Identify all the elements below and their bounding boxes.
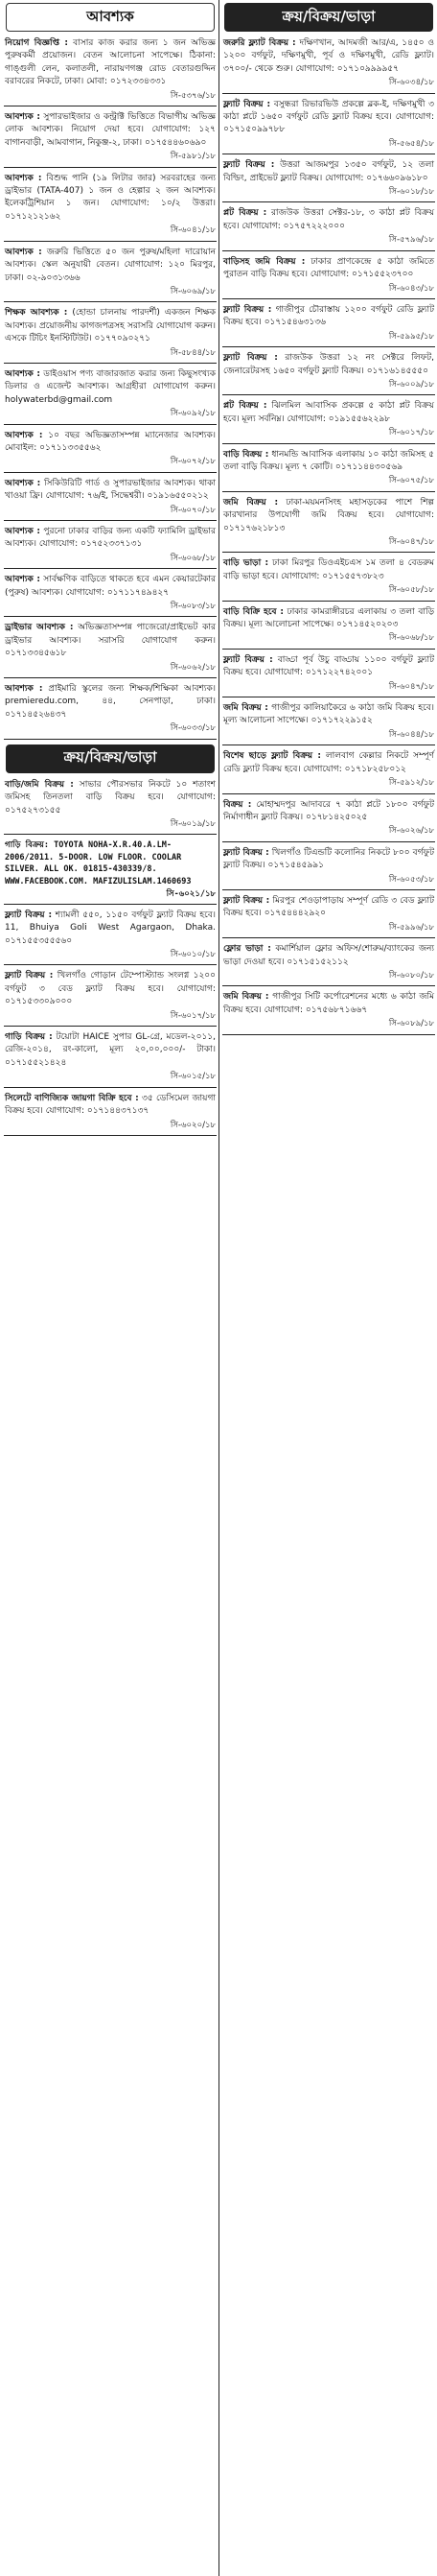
ad-keyword: আবশ্যক : bbox=[5, 684, 43, 695]
trade-ads-list-right bbox=[222, 37, 435, 1035]
ad-separator bbox=[4, 964, 217, 965]
ad-text: ধানমন্ডি আবাসিক এলাকায় ১০ কাঠা জমিসহ ৫ তলা বাড়ি বিক্রয়। মূল্য ৭ কোটি। ০১৭১১৪৪৩০৫৬৯ bbox=[223, 449, 434, 472]
ad-keyword: জমি বিক্রয় : bbox=[223, 497, 279, 508]
ad-separator bbox=[4, 616, 217, 617]
classified-ad bbox=[5, 37, 216, 103]
wanted-ads-list bbox=[4, 37, 217, 740]
ad-reference: সি-৬০৫৮/১৮ bbox=[388, 585, 434, 596]
classified-ad bbox=[223, 304, 434, 343]
classified-ad bbox=[223, 449, 434, 488]
ad-separator bbox=[4, 834, 217, 835]
ad-reference: সি-৬০২৬/১৮ bbox=[388, 826, 434, 837]
ad-keyword: বাড়ি ভাড়া : bbox=[223, 558, 269, 569]
ad-text: বিশুদ্ধ পানি (১৯ লিটার জার) সরবরাহের জন্য ড্রাইভার (TATA-407) ১ জন ও হেল্পার ২ জন আবশ্যক। ইলেকট্রিশিয়ান ১ জন। যোগাযোগ: ১০/২ উত্তরা। ০১৭১২১২১৬২ bbox=[5, 173, 216, 222]
wanted-section-header: আবশ্যক bbox=[6, 3, 215, 32]
ad-text: সার্বক্ষণিক বাড়িতে থাকতে হবে এমন কেয়ারটেকার (পুরুষ) আবশ্যক। যোগাযোগ: ০১৭১১৭৪৯৪২৭ bbox=[5, 575, 216, 598]
ad-text: বাড্ডা পূর্ব উচু বাড্ডায় ১১০০ বর্গফুট ফ্ল্যাট বিক্রয় হবে। যোগাযোগ: ০১৭১২২৭৪২০০১ bbox=[223, 654, 434, 678]
classified-ad bbox=[5, 970, 216, 1023]
ad-text: ঢাকার প্রাণকেন্দ্রে ৫ কাঠা জমিতে পুরাতন বাড়ি বিক্রয় হবে। যোগাযোগ: ০১৭১৫৫২৩৭০০ bbox=[223, 256, 434, 280]
ad-reference: সি-৬০১৭/১৮ bbox=[170, 1010, 216, 1021]
ad-keyword: আবশ্যক : bbox=[5, 368, 40, 379]
classified-ad bbox=[5, 683, 216, 736]
ad-reference: সি-৬০৬২/১৮ bbox=[170, 662, 216, 673]
classified-ad bbox=[223, 256, 434, 295]
ad-separator bbox=[4, 167, 217, 168]
ad-reference: সি-৬০৬৯/১৮ bbox=[170, 286, 216, 296]
classified-ad bbox=[223, 497, 434, 550]
ad-text: ডাইওয়াস পণ্য বাজারজাত করার জন্য কিছুসংখ্যক ডিলার ও এজেন্ট আবশ্যক। আগ্রহীরা যোগাযোগ করুন। holywaterbd@gmail.com bbox=[5, 368, 216, 405]
ad-text: টয়োটা HAICE সুপার GL-গ্রে, মডেল-২০১১, রেজি-২০১৪, রং-কালো, মূল্য ২০,০০,০০০/- টাকা। ০১৭১৫৫২১৪২৪ bbox=[5, 1032, 216, 1068]
ad-keyword: জমি বিক্রয় : bbox=[223, 703, 268, 714]
classified-ad bbox=[5, 1031, 216, 1084]
ad-keyword: ফ্ল্যাট বিক্রয় : bbox=[223, 895, 270, 906]
ad-text: সাভার পৌরসভার নিকটে ১০ শতাংশ জমিসহ তিনতলা বাড়ি বিক্রয় হবে। যোগাযোগ: ০১৭৫২৭৩১৫৫ bbox=[5, 779, 216, 815]
ad-text: সুপারভাইজার ও কন্ট্রাক্ট ভিত্তিতে বিভাগীয় অভিজ্ঞ লোক আবশ্যক। নিয়োগ দেয়া হবে। যোগাযোগ: ১২৭ বাগানবাড়ী, আমবাগান, নিকুঞ্জ-২, ঢাকা। ০১৭৫৪৪৬০৬৯০ bbox=[5, 112, 216, 148]
ad-reference: সি-৬০৩৩/১৮ bbox=[170, 723, 216, 734]
ad-separator bbox=[222, 201, 435, 202]
ad-separator bbox=[222, 649, 435, 650]
classified-ad bbox=[223, 750, 434, 790]
ad-text: ১০ বছর অভিজ্ঞতাসম্পন্ন ম্যানেজার আবশ্যক। মোবাইল: ০১৭১১৩৩৫৫৬২ bbox=[5, 430, 216, 453]
ad-separator bbox=[4, 568, 217, 569]
ad-reference: সি-৬০১৭/১৮ bbox=[388, 428, 434, 438]
ad-text: গাজীপুর কালিয়াকৈরে ৬ কাঠা জমি বিক্রয় হবে। মূল্য আলোচনা সাপেক্ষে। ০১৭১৭২২৯১৫২ bbox=[223, 703, 434, 726]
ad-text: মিরপুর শেওড়াপাড়ায় সম্পূর্ণ রেডি ৩ বেড ফ্ল্যাট বিক্রয় হবে। ০১৭৫৪৪৪২৯২০ bbox=[223, 895, 434, 919]
ad-reference: সি-৬০১০/১৮ bbox=[170, 950, 216, 960]
ad-text: বসুন্ধরা রিভারভিউ প্রকল্পে ব্লক-ই, দক্ষিণমুখী ৩ কাঠা প্লটে ১৬৫০ বর্গফুট রেডি ফ্ল্যাট বিক্রয় হবে। যোগাযোগ: ০১৭১৫০৯৯৭৮৮ bbox=[223, 99, 434, 135]
ad-text: জরুরি ভিত্তিতে ৫০ জন পুরুষ/মহিলা দারোয়ান আবশ্যক। স্কেল অনুযায়ী বেতন। যোগাযোগ: ১২০ মিরপুর, ঢাকা। ০২-৯০৩১৩৬৬ bbox=[5, 247, 216, 283]
classified-ad bbox=[223, 702, 434, 742]
ad-text: রাজউক উত্তরা ১২ নং সেক্টরে লিফট, জেনারেটরসহ ১৬৫০ বর্গফুট ফ্ল্যাট বিক্রয়। ০১৭১৬১৪৫৫৫০ bbox=[223, 353, 434, 376]
ad-separator bbox=[222, 889, 435, 890]
classified-ad bbox=[223, 400, 434, 439]
classified-ad bbox=[223, 654, 434, 694]
ad-reference: সি-৬০৪১/১৮ bbox=[170, 225, 216, 236]
classified-ad bbox=[5, 574, 216, 613]
ad-reference: সি-৬০১৮/১৮ bbox=[388, 187, 434, 198]
ad-keyword: আবশ্যক : bbox=[5, 575, 40, 585]
ad-keyword: প্লট বিক্রয় : bbox=[223, 208, 267, 219]
classified-ad bbox=[223, 99, 434, 152]
ad-text: গাজীপুর সিটি কর্পোরেশনের মধ্যে ৬ কাঠা জমি বিক্রয় হবে। যোগাযোগ: ০১৭৫৬৮৭১৬৬৭ bbox=[223, 992, 434, 1015]
ad-separator bbox=[4, 1026, 217, 1027]
ad-separator bbox=[222, 841, 435, 842]
ad-reference: সি-৫৯১২/১৮ bbox=[388, 778, 434, 789]
ad-text: অভিজ্ঞতাসম্পন্ন পাজেরো/প্রাইভেট কার ড্রাইভার আবশ্যক। সরাসরি যোগাযোগ করুন। ০১৭১৩৩৪৫৬১৮ bbox=[5, 623, 216, 659]
classified-ad bbox=[5, 173, 216, 238]
classified-ad bbox=[5, 1093, 216, 1132]
ad-reference: সি-৬০৬৮/১৮ bbox=[388, 633, 434, 644]
ad-keyword: ড্রাইভার আবশ্যক : bbox=[5, 623, 74, 633]
ad-text: (হোন্ডা চালনায় পারদর্শী) একজন শিক্ষক আবশ্যক। প্রয়োজনীয় কাগজপত্রসহ সরাসরি যোগাযোগ করুন। এসকে টিচিং ইনস্টিটিউট। ০১৭৭০৯০২৭১ bbox=[5, 308, 216, 344]
ad-separator bbox=[4, 472, 217, 473]
ad-keyword: আবশ্যক : bbox=[5, 478, 41, 488]
ad-separator bbox=[222, 394, 435, 395]
ad-separator bbox=[222, 1034, 435, 1035]
ad-separator bbox=[222, 93, 435, 94]
trade-section-header-right: ক্রয়/বিক্রয়/ভাড়া bbox=[224, 3, 433, 32]
ad-separator bbox=[222, 552, 435, 553]
ad-separator bbox=[4, 363, 217, 364]
ad-reference: সি-৬০৮০/১৮ bbox=[388, 970, 434, 981]
ad-reference: সি-৬০৬৮/১৮ bbox=[170, 553, 216, 563]
ad-text: খিলগাঁও টিএন্ডটি কলোনির নিকটে ৮০০ বর্গফুট ফ্ল্যাট বিক্রয়। ০১৭১৫৪৫৯৯১ bbox=[223, 847, 434, 871]
ad-separator bbox=[222, 601, 435, 602]
ad-reference: সি-৬০২০/১৮ bbox=[170, 1120, 216, 1130]
ad-keyword: ফ্ল্যাট বিক্রয় : bbox=[223, 304, 272, 315]
ad-separator bbox=[4, 1087, 217, 1088]
ad-separator bbox=[4, 1135, 217, 1136]
classified-ad bbox=[223, 799, 434, 839]
ad-reference: সি-৬০৪৪/১৮ bbox=[388, 729, 434, 740]
ad-keyword: আবশ্যক : bbox=[5, 247, 42, 257]
classified-ad bbox=[223, 606, 434, 646]
ad-keyword: প্লট বিক্রয় : bbox=[223, 401, 267, 412]
ad-keyword: শিক্ষক আবশ্যক : bbox=[5, 308, 68, 319]
classified-ad bbox=[5, 478, 216, 517]
ad-reference: সি-৫৭৯৬/১৮ bbox=[388, 235, 434, 246]
ad-keyword: জমি বিক্রয় : bbox=[223, 992, 269, 1003]
ad-reference: সি-৬০৭০/১৮ bbox=[170, 505, 216, 515]
ad-text: শ্যামলী ৫৫০, ১১৫০ বর্গফুট ফ্ল্যাট বিক্রয় হবে। 11, Bhuiya Goli West Agargaon, Dhaka. ০১৭১৫৫৩৫৫৫৬০ bbox=[5, 910, 216, 946]
ad-reference: সি-৫৯৮১/১৮ bbox=[170, 152, 216, 162]
ad-reference: সি-৬০৭৫/১৮ bbox=[388, 476, 434, 486]
ad-text: খিলগাঁও গোড়ান টেম্পোস্ট্যান্ড সংলগ্ন ১২০০ বর্গফুট ৩ বেড ফ্ল্যাট বিক্রয় হবে। যোগাযোগ: ০১৭১৫৩৩০৯০০০ bbox=[5, 971, 217, 1007]
ad-separator bbox=[4, 520, 217, 521]
classified-ad bbox=[5, 111, 216, 164]
classified-ad bbox=[223, 991, 434, 1030]
ad-reference: সি-৬০০৯/১৮ bbox=[388, 379, 434, 390]
ad-keyword: বাড়ি/জমি বিক্রয় : bbox=[5, 779, 74, 790]
ad-separator bbox=[222, 985, 435, 986]
ad-text: ঝিলমিল আবাসিক প্রকল্পে ৫ কাঠা প্লট বিক্রয় হবে। মূল্য সর্বনিম্ন। যোগাযোগ: ০১৯১৫৫৬২২৯৮ bbox=[223, 401, 434, 424]
ad-text: বাসার কাজ করার জন্য ১ জন অভিজ্ঞ পুরুষকর্মী প্রয়োজন। বেতন আলোচনা সাপেক্ষে। ঠিকানা: গাঙ্গুলী লেন, কলাতলী, নারায়ণগঞ্জ রোড বেতারগুদ্দিন বরাবরের নিকটে, ঢাকা। মোবা: ০১৭২৩৩৪৩৩১ bbox=[5, 38, 216, 87]
ad-reference: সি-৬০৫৩/১৮ bbox=[388, 874, 434, 885]
ad-text: মোহাম্মদপুর আদাবরে ৭ কাঠা প্লটে ১৮০০ বর্গফুট নির্মাণাধীন ফ্ল্যাট বিক্রয়। ০১৭৮১৪২৫০২৫ bbox=[223, 799, 434, 822]
ad-keyword: ফ্লোর ভাড়া : bbox=[223, 944, 271, 955]
classified-ad bbox=[223, 895, 434, 934]
ad-keyword: নিয়োগ বিজ্ঞপ্তি : bbox=[5, 38, 68, 48]
ad-text: ঢাকা-ময়মনসিংহ মহাসড়কের পাশে শিল্প কারখানার উপযোগী জমি বিক্রয় হবে। যোগাযোগ: ০১৭১৭৬২১৮১৩ bbox=[223, 497, 434, 533]
ad-separator bbox=[222, 346, 435, 347]
ad-text: ঢাকার কামরাঙ্গীরচর এলাকায় ৩ তলা বাড়ি বিক্রয়। মূল্য আলোচনা সাপেক্ষে। ০১৭১৪৫২০২০৩ bbox=[223, 606, 434, 630]
ad-text: রাজউক উত্তরা সেক্টর-১৮, ৩ কাঠা প্লট বিক্রয় হবে। যোগাযোগ: ০১৭৫৭২২২০০০ bbox=[223, 208, 434, 231]
ad-keyword: ফ্ল্যাট বিক্রয় : bbox=[223, 353, 278, 364]
classified-ad bbox=[5, 526, 216, 565]
ad-keyword: ফ্ল্যাট বিক্রয় : bbox=[223, 160, 275, 171]
classified-ad bbox=[5, 430, 216, 469]
classified-ad bbox=[5, 839, 216, 901]
ad-reference: সি-৬০১৯/১৮ bbox=[170, 818, 216, 829]
ad-reference: সি-৬০৮৩/১৮ bbox=[170, 602, 216, 612]
ad-keyword: ফ্ল্যাট বিক্রয় : bbox=[5, 910, 53, 920]
trade-ads-list-left bbox=[4, 779, 217, 1136]
ad-text: ঢাকা মিরপুর ডিওএইচএস ১ম তলা ৪ বেডরুম বাড়ি ভাড়া হবে। যোগাযোগ: ০১৭১৫৫৭৩৮২৩ bbox=[223, 558, 434, 581]
ad-keyword: ফ্ল্যাট বিক্রয় : bbox=[223, 99, 271, 109]
ad-keyword: জরুরি ফ্ল্যাট বিক্রয় : bbox=[223, 38, 296, 48]
ad-keyword: বাড়ি বিক্রি হবে : bbox=[223, 606, 284, 617]
ad-keyword: বাড়ি বিক্রয় : bbox=[223, 449, 269, 460]
ad-separator bbox=[4, 424, 217, 425]
ad-reference: সি-৫৩৭৬/১৮ bbox=[170, 90, 216, 101]
ad-keyword: ফ্ল্যাট বিক্রয় : bbox=[223, 847, 269, 858]
ad-text: দক্ষিণখান, আদমজী আর/এ, ১৪৫০ ও ১২০০ বর্গফুট, দক্ষিণমুখী, পূর্ব ও দক্ষিণমুখী, রেডি ফ্ল্যাট। ৩৭০০/- থেকে শুরু। যোগাযোগ: ০১৭১০৯৯৯৯৫৭ bbox=[223, 38, 434, 74]
ad-reference: সি-৬০১৫/১৮ bbox=[170, 1072, 216, 1082]
ad-separator bbox=[4, 241, 217, 242]
ad-text: পুরনো ঢাকার বাড়ির জন্য একটি ফ্যামিলি ড্রাইভার আবশ্যক। যোগাযোগ: ০১৭৫২৩৩৭১৩১ bbox=[5, 527, 216, 550]
classified-ad bbox=[223, 943, 434, 982]
ad-separator bbox=[222, 250, 435, 251]
classified-ad bbox=[5, 622, 216, 674]
classified-ad bbox=[223, 352, 434, 391]
ad-keyword: ফ্ল্যাট বিক্রয় : bbox=[223, 654, 273, 665]
ad-text: লালবাগ কেল্লার নিকটে সম্পূর্ণ রেডি ফ্ল্যাট বিক্রয় হবে। যোগাযোগ: ০১৭১৮২৫৮০১২ bbox=[223, 751, 434, 774]
ad-keyword: আবশ্যক : bbox=[5, 430, 43, 440]
left-column bbox=[4, 0, 217, 2576]
classified-ad bbox=[223, 847, 434, 886]
ad-keyword: আবশ্যক : bbox=[5, 112, 40, 123]
ad-reference: সি-৬০৩৪/১৮ bbox=[388, 78, 434, 88]
ad-reference: সি-৫৯৯৬/১৮ bbox=[388, 922, 434, 933]
ad-separator bbox=[222, 298, 435, 299]
ad-separator bbox=[222, 744, 435, 745]
ad-reference: সি-৬০৪৭/১৮ bbox=[388, 681, 434, 692]
ad-reference: সি-৬০৭২/১৮ bbox=[170, 457, 216, 467]
ad-reference: সি-৬০৪৩/১৮ bbox=[388, 283, 434, 294]
classified-ad bbox=[5, 779, 216, 832]
ad-separator bbox=[4, 677, 217, 678]
column-divider bbox=[218, 0, 219, 2576]
ad-text: কমার্শিয়াল ফ্লোর অফিস/শোরুম/ব্যাংকের জন্য ভাড়া দেওয়া হবে। ০১৭১৫১৫২১১২ bbox=[223, 944, 434, 967]
ad-reference: সি-৫৬৫৪/১৮ bbox=[388, 138, 434, 149]
ad-reference: সি-৫৯৯৫/১৮ bbox=[388, 331, 434, 342]
ad-separator bbox=[222, 443, 435, 444]
classified-ad bbox=[223, 159, 434, 199]
ad-separator bbox=[4, 301, 217, 302]
classified-ad bbox=[5, 247, 216, 299]
classified-ad bbox=[223, 37, 434, 90]
ad-reference: সি-৬০৯২/১৮ bbox=[170, 409, 216, 419]
ad-separator bbox=[222, 793, 435, 794]
classified-ad bbox=[5, 910, 216, 962]
ad-text: গাজীপুর চৌরাস্তায় ১২০০ বর্গফুট রেডি ফ্ল্যাট বিক্রয় হবে। ০১৭১৫৪৬৩১৩৬ bbox=[223, 304, 434, 328]
right-column bbox=[222, 0, 435, 2576]
ad-keyword: আবশ্যক : bbox=[5, 527, 40, 536]
ad-keyword: সিলেটে বাণিজ্যিক জায়গা বিক্রি হবে : bbox=[5, 1093, 139, 1103]
ad-keyword: গাড়ি বিক্রয় : bbox=[5, 1032, 53, 1043]
trade-section-header-left: ক্রয়/বিক্রয়/ভাড়া bbox=[6, 744, 215, 773]
ad-reference: সি-৬০৪৭/১৮ bbox=[388, 537, 434, 547]
ad-keyword: বিক্রয় : bbox=[223, 799, 252, 810]
ad-text: সিকিউরিটি গার্ড ও সুপারভাইজার আবশ্যক। থাকা খাওয়া ফ্রি। যোগাযোগ: ৭৬/ই, সিদ্ধেশ্বরী। ০১৯১৬৫৫০২১২ bbox=[5, 478, 216, 502]
ad-reference: সি-৬০৮৯/১৮ bbox=[388, 1019, 434, 1029]
classified-ad bbox=[223, 207, 434, 247]
classified-ad bbox=[223, 557, 434, 597]
ad-text: প্রাইমারি স্কুলের জন্য শিক্ষক/শিক্ষিকা আবশ্যক। premieredu.com, ৪৪, সেনপাড়া, ঢাকা। ০১৭১৪৫২৬৪৩৭ bbox=[5, 684, 216, 720]
ad-separator bbox=[222, 937, 435, 938]
ad-separator bbox=[4, 739, 217, 740]
ad-reference: সি-৫৮৪৪/১৮ bbox=[170, 347, 216, 358]
ad-text: ৩৫ ডেসিমেল জায়গা বিক্রয় হবে। যোগাযোগ: ০১৭১৪৪৩৭১৩৭ bbox=[5, 1093, 216, 1117]
ad-reference: সি-৬০২১/১৮ bbox=[166, 889, 216, 900]
ad-text: গাড়ি বিক্রয়: TOYOTA NOHA-X.R.40.A.LM-2006/2011. 5-DOOR. LOW FLOOR. COOLAR SILVER. ALL OK. 01815-430339/8. WWW.FACEBOOK.COM. MAFIZULISLAM.1460693 bbox=[5, 840, 192, 886]
ad-keyword: বাড়িসহ জমি বিক্রয় : bbox=[223, 256, 306, 267]
ad-keyword: আবশ্যক : bbox=[5, 173, 42, 183]
ad-separator bbox=[222, 491, 435, 492]
ad-separator bbox=[4, 904, 217, 905]
ad-text: উত্তরা আজমপুর ১৩৫০ বর্গফুট, ১২ তলা বিল্ডিং, প্রাইভেট ফ্ল্যাট বিক্রয়। যোগাযোগ: ০১৭৬৬০৯৬১৮০ bbox=[223, 160, 434, 183]
ad-keyword: ফ্ল্যাট বিক্রয় : bbox=[5, 971, 54, 981]
ad-keyword: বিশেষ ছাড়ে ফ্ল্যাট বিক্রয় : bbox=[223, 751, 321, 762]
classified-ad bbox=[5, 368, 216, 421]
classified-ad bbox=[5, 307, 216, 360]
